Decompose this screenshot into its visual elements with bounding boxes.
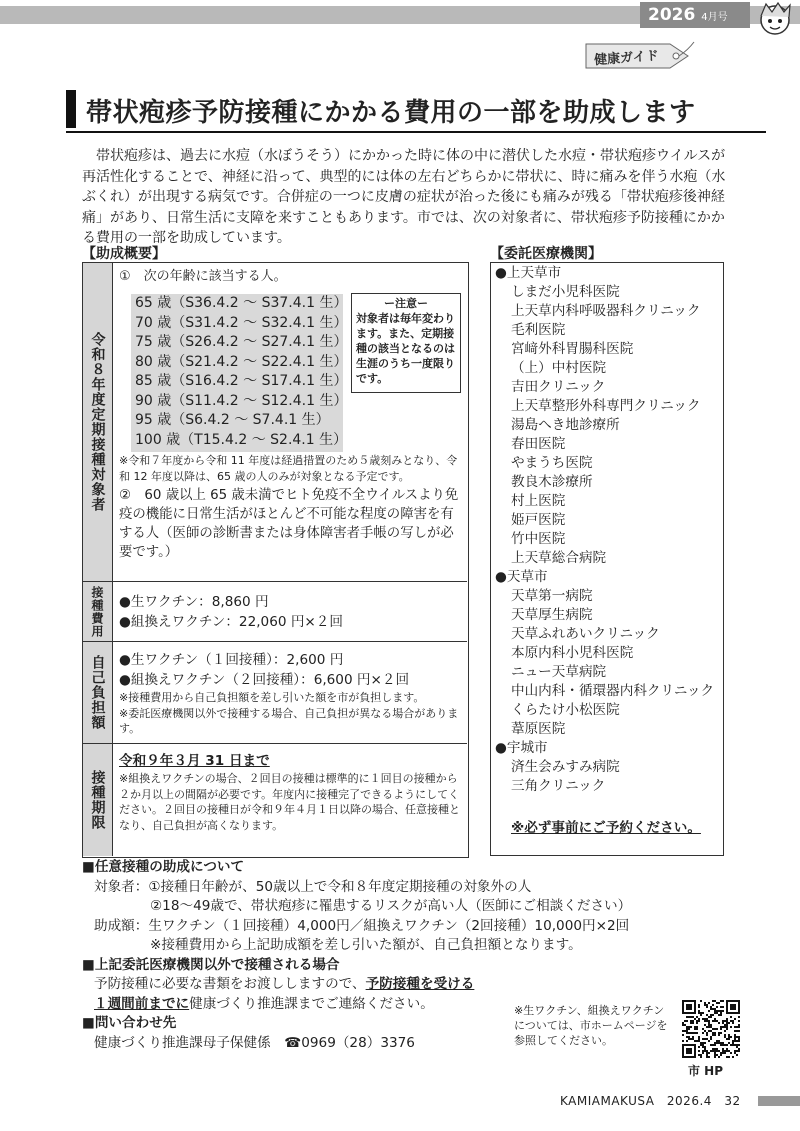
self-pay-note: ※委託医療機関以外で接種する場合、自己負担が異なる場合があります。: [119, 706, 459, 735]
clinic-item: 三角クリニック: [511, 778, 606, 794]
footer-bar: [758, 1096, 800, 1106]
target-notes: [119, 453, 461, 562]
clinic-item: くらたけ小松医院: [511, 702, 620, 718]
caution-box: [351, 293, 461, 393]
clinic-item: やまうち医院: [511, 455, 593, 471]
clinic-item: ニュー天草病院: [511, 664, 607, 680]
target-item1: ① 次の年齢に該当する人。: [119, 269, 287, 284]
period-row: [83, 743, 467, 856]
clinic-item: 中山内科・循環器内科クリニック: [511, 683, 715, 699]
summary-label: 【助成概要】: [82, 246, 166, 262]
self-pay-header: 自己負担額: [83, 642, 113, 743]
age-item: 85 歳（S16.4.2 ～ S17.4.1 生）: [135, 373, 348, 389]
page-title: [66, 90, 766, 130]
clinic-item: しまだ小児科医院: [511, 284, 620, 300]
age-item: 65 歳（S36.4.2 ～ S37.4.1 生）: [135, 295, 348, 311]
medical-institutions: [490, 262, 724, 856]
side-note: ※生ワクチン、組換えワクチンについては、市ホームページを参照してください。: [514, 1004, 668, 1047]
mascot-illustration: [752, 0, 798, 38]
footer-text: KAMIAMAKUSA 2026.4 32: [560, 1094, 741, 1108]
clinic-item: 済生会みすみ病院: [511, 759, 620, 775]
title-text: 帯状疱疹予防接種にかかる費用の一部を助成します: [86, 98, 696, 128]
deadline: 令和９年３月 31 日まで: [119, 753, 270, 769]
contact-text: 健康づくり推進課母子保健係 ☎0969（28）3376: [94, 1034, 415, 1051]
qr-label: 市 HP: [688, 1064, 724, 1078]
period-content: [119, 752, 461, 833]
intro-paragraph: 帯状疱疹は、過去に水痘（水ぼうそう）にかかった時に体の中に潜伏した水痘・帯状疱疹ウイルスが再活性化することで、神経に沿って、典型的には体の左右どちらかに帯状に、時に痛みを伴う水疱（水ぶくれ）が出現する病気です。合併症の一つに皮膚の症状が治った後にも痛みが残る「帯状疱疹後神経痛」があり、日常生活に支障を来すこともあります。市では、次の対象者に、帯状疱疹予防接種にかかる費用の一部を助成しています。: [82, 148, 726, 246]
clinic-item: 毛利医院: [511, 322, 566, 338]
optional-target1: 対象者：①接種日年齢が、50歳以上で令和８年度定期接種の対象外の人: [94, 878, 532, 895]
age-item: 95 歳（S6.4.2 ～ S7.4.1 生）: [135, 412, 330, 428]
age-item: 100 歳（T15.4.2 ～ S2.4.1 生）: [135, 431, 348, 448]
clinic-item: 上天草内科呼吸器科クリニック: [511, 303, 701, 319]
cost-line: ●生ワクチン：8,860 円: [119, 594, 269, 610]
issue-date: 2026 4月号: [640, 2, 750, 28]
clinic-item: 姫戸医院: [511, 512, 566, 528]
contact-heading: ■問い合わせ先: [82, 1015, 177, 1031]
optional-amount-note: ※接種費用から上記助成額を差し引いた額が、自己負担額となります。: [150, 937, 582, 953]
summary-table: [82, 262, 469, 858]
target-header: 令和８年度定期接種対象者: [83, 263, 113, 581]
self-pay-note: ※接種費用から自己負担額を差し引いた額を市が負担します。: [119, 691, 425, 704]
area-heading: ●天草市: [495, 569, 548, 585]
caution-text: 対象者は毎年変わります。また、定期接種の該当となるのは生涯のうち一度限りです。: [356, 312, 455, 385]
period-note: ※組換えワクチンの場合、２回目の接種は標準的に１回目の接種から２か月以上の間隔が必要です。年度内に接種完了できるようにしてください。２回目の接種日が令和９年４月１日以降の場合、任意接種となり、自己負担が高くなります。: [119, 772, 460, 832]
other-text: 予防接種に必要な書類をお渡ししますので、予防接種を受ける １週間前までに健康づくり推進課までご連絡ください。: [94, 976, 475, 1012]
age-item: 90 歳（S11.4.2 ～ S12.4.1 生）: [135, 392, 348, 409]
clinic-item: 上天草整形外科専門クリニック: [511, 398, 701, 414]
title-bar-mark: [66, 90, 76, 128]
period-header: 接種期限: [83, 744, 113, 856]
optional-target2: ②18～49歳で、帯状疱疹に罹患するリスクが高い人（医師にご相談ください）: [150, 898, 632, 914]
clinic-item: 教良木診療所: [511, 474, 593, 490]
self-pay-line: ●生ワクチン（１回接種）：2,600 円: [119, 652, 344, 668]
area-heading: ●上天草市: [495, 265, 562, 281]
age-list: [131, 294, 348, 452]
other-heading: ■上記委託医療機関以外で接種される場合: [82, 956, 340, 973]
target-row: [83, 263, 467, 581]
caution-title: ー注意ー: [384, 297, 428, 310]
self-pay-line: ●組換えワクチン（２回接種）：6,600 円×２回: [119, 672, 410, 688]
reserve-note: ※必ず事前にご予約ください。: [511, 820, 701, 836]
header-bar: [0, 0, 800, 30]
tag-label: 健康ガイド: [593, 48, 660, 69]
age-item: 75 歳（S26.4.2 ～ S27.4.1 生）: [135, 334, 348, 350]
target-item2: ② 60 歳以上 65 歳未満でヒト免疫不全ウイルスより免疫の機能に日常生活がほとんど不可能な程度の障害を有する人（医師の診断書または身体障害者手帳の写しが必要です。）: [119, 488, 459, 560]
area-heading: ●宇城市: [495, 740, 548, 756]
footer: [560, 1092, 800, 1112]
medical-label: 【委託医療機関】: [490, 246, 602, 262]
self-pay-content: [119, 650, 461, 737]
cost-line: ●組換えワクチン：22,060 円×２回: [119, 614, 343, 630]
cost-header: 接種費用: [83, 582, 113, 641]
clinic-item: （上）中村医院: [511, 360, 607, 376]
age-item: 70 歳（S31.4.2 ～ S32.4.1 生）: [135, 314, 348, 331]
title-underline: [66, 131, 766, 133]
age-item: 80 歳（S21.4.2 ～ S22.4.1 生）: [135, 353, 348, 370]
optional-heading: ■任意接種の助成について: [82, 859, 245, 875]
clinic-item: 宮﨑外科胃腸科医院: [511, 341, 634, 357]
clinic-item: 天草ふれあいクリニック: [511, 626, 660, 642]
clinic-item: 春田医院: [511, 436, 566, 452]
clinic-item: 吉田クリニック: [511, 379, 606, 395]
cost-content: [119, 592, 461, 632]
self-pay-row: [83, 641, 467, 743]
health-guide-tag: [584, 40, 696, 72]
qr-code-graphic: [682, 1000, 740, 1058]
target-content: [119, 267, 461, 286]
cost-row: [83, 581, 467, 641]
clinic-item: 葦原医院: [511, 721, 566, 737]
optional-amount: 助成額：生ワクチン（１回接種）4,000円／組換えワクチン（2回接種）10,000円×2回: [94, 917, 630, 934]
qr-code-icon[interactable]: [682, 1000, 740, 1058]
clinic-item: 天草厚生病院: [511, 607, 593, 623]
clinic-item: 村上医院: [511, 493, 566, 509]
clinic-item: 竹中医院: [511, 531, 566, 547]
clinic-item: 本原内科小児科医院: [511, 645, 634, 661]
clinic-item: 上天草総合病院: [511, 550, 607, 566]
clinic-item: 天草第一病院: [511, 588, 593, 604]
clinic-item: 湯島へき地診療所: [511, 417, 620, 433]
transition-note: ※令和７年度から令和 11 年度は経過措置のため５歳刻みとなり、令和 12 年度以降は、65 歳の人のみが対象となる予定です。: [119, 454, 458, 483]
